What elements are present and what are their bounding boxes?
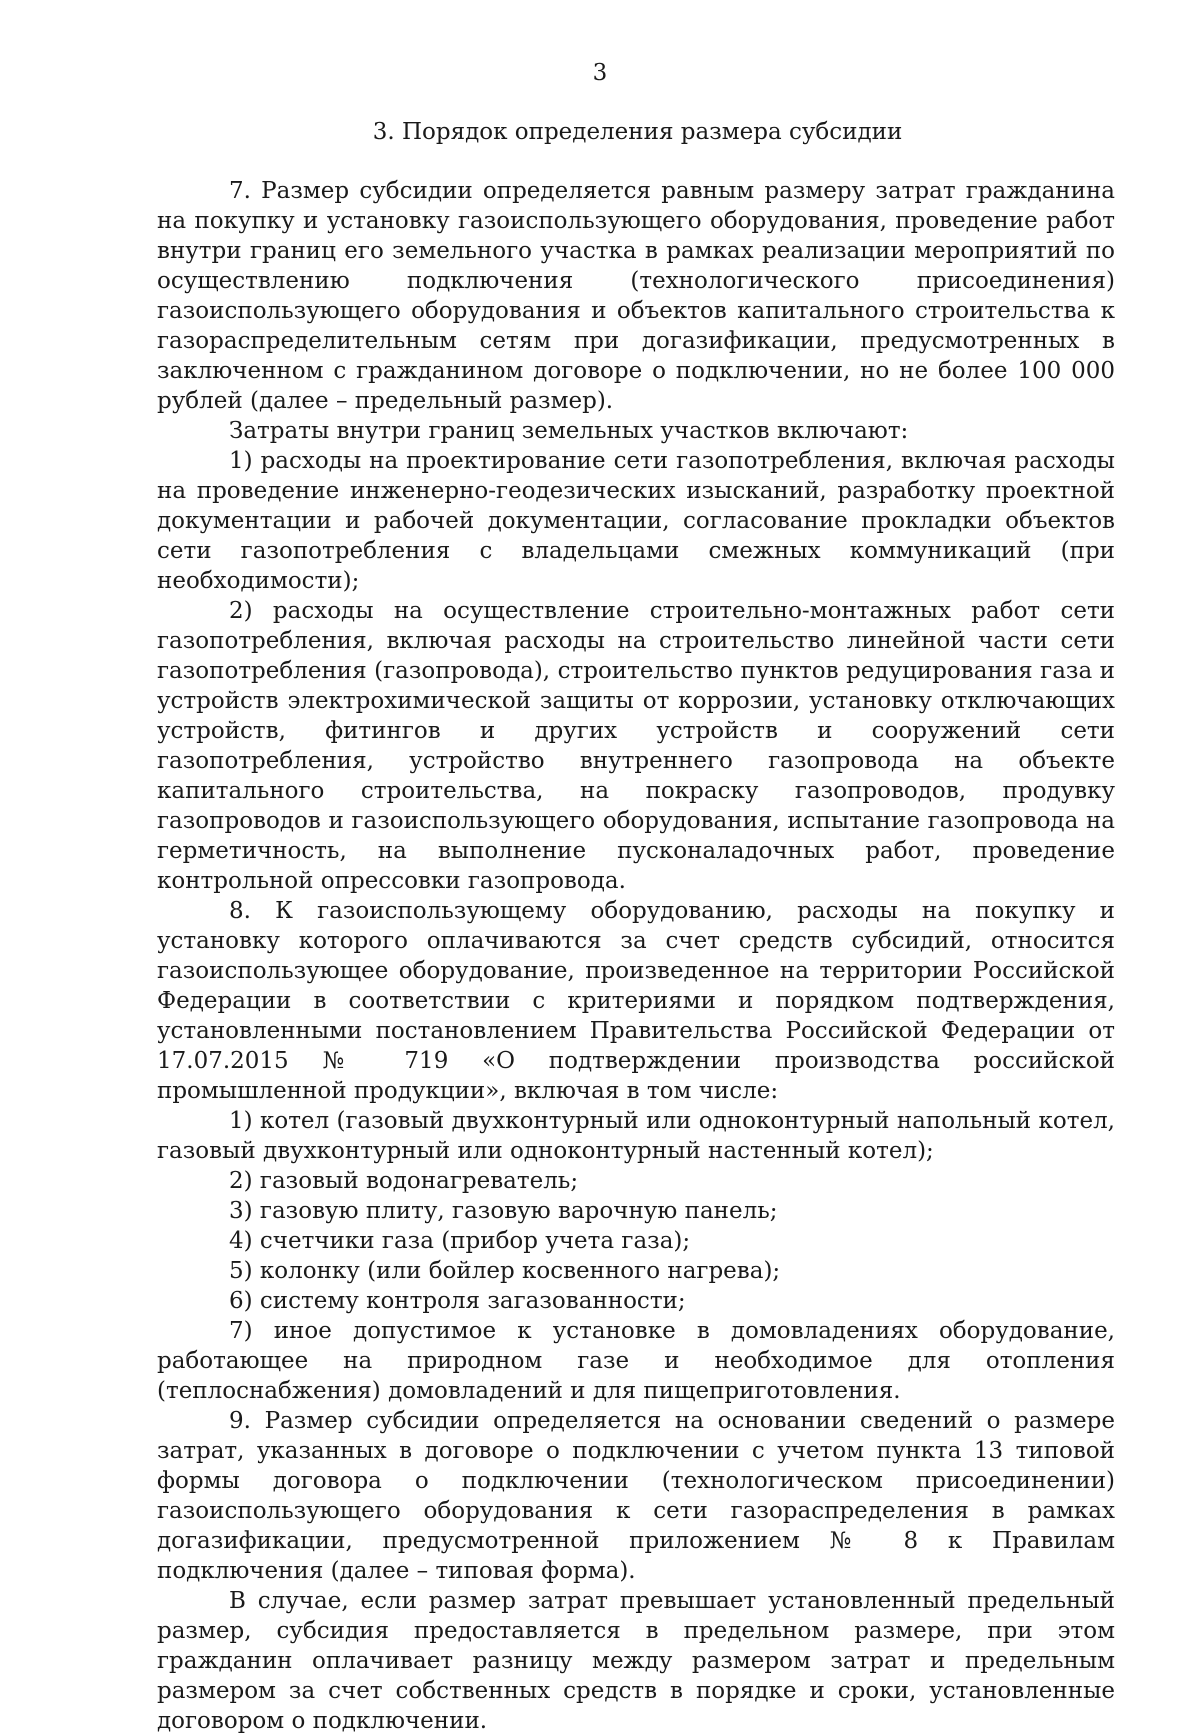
paragraph-equipment-item-1: 1) котел (газовый двухконтурный или одноконтурный напольный котел, газовый двухконтурный или одноконтурный настенный котел);	[157, 1108, 1115, 1164]
paragraph-equipment-item-4: 4) счетчики газа (прибор учета газа);	[229, 1228, 691, 1254]
section-title: 3. Порядок определения размера субсидии	[372, 119, 903, 145]
paragraph-equipment-item-7: 7) иное допустимое к установке в домовладениях оборудование, работающее на природном газе и необходимое для отопления (теплоснабжения) домовладений и для пищеприготовления.	[157, 1318, 1115, 1404]
paragraph-equipment-item-3: 3) газовую плиту, газовую варочную панель;	[229, 1198, 778, 1224]
paragraph-8: 8. К газоиспользующему оборудованию, расходы на покупку и установку которого оплачиваются за счет средств субсидий, относится газоиспользующее оборудование, произведенное на территории Российской Федерации в соответствии с критериями и порядком подтверждения, установленными постановлением Правительства Российской Федерации от 17.07.2015 № 719 «О подтверждении производства российской промышленной продукции», включая в том числе:	[157, 898, 1115, 1104]
paragraph-costs-item-1: 1) расходы на проектирование сети газопотребления, включая расходы на проведение инженерно-геодезических изысканий, разработку проектной документации и рабочей документации, согласование прокладки объектов сети газопотребления с владельцами смежных коммуникаций (при необходимости);	[157, 448, 1115, 594]
page-number: 3	[592, 60, 608, 86]
paragraph-costs-item-2: 2) расходы на осуществление строительно-монтажных работ сети газопотребления, включая расходы на строительство линейной части сети газопотребления (газопровода), строительство пунктов редуцирования газа и устройств электрохимической защиты от коррозии, установку отключающих устройств, фитингов и других устройств и сооружений сети газопотребления, устройство внутреннего газопровода на объекте капитального строительства, на покраску газопроводов, продувку газопроводов и газоиспользующего оборудования, испытание газопровода на герметичность, на выполнение пусконаладочных работ, проведение контрольной опрессовки газопровода.	[157, 598, 1115, 894]
paragraph-costs-intro: Затраты внутри границ земельных участков включают:	[229, 418, 909, 444]
paragraph-9: 9. Размер субсидии определяется на основании сведений о размере затрат, указанных в договоре о подключении с учетом пункта 13 типовой формы договора о подключении (технологическом присоединении) газоиспользующего оборудования к сети газораспределения в рамках догазификации, предусмотренной приложением № 8 к Правилам подключения (далее – типовая форма).	[157, 1408, 1115, 1584]
paragraph-excess-costs: В случае, если размер затрат превышает установленный предельный размер, субсидия предоставляется в предельном размере, при этом гражданин оплачивает разницу между размером затрат и предельным размером за счет собственных средств в порядке и сроки, установленные договором о подключении.	[157, 1588, 1115, 1734]
paragraph-7: 7. Размер субсидии определяется равным размеру затрат гражданина на покупку и установку газоиспользующего оборудования, проведение работ внутри границ его земельного участка в рамках реализации мероприятий по осуществлению подключения (технологического присоединения) газоиспользующего оборудования и объектов капитального строительства к газораспределительным сетям при догазификации, предусмотренных в заключенном с гражданином договоре о подключении, но не более 100 000 рублей (далее – предельный размер).	[157, 178, 1115, 414]
document-body	[157, 176, 1115, 1736]
paragraph-equipment-item-2: 2) газовый водонагреватель;	[229, 1168, 579, 1194]
paragraph-equipment-item-5: 5) колонку (или бойлер косвенного нагрева);	[229, 1258, 781, 1284]
paragraph-equipment-item-6: 6) систему контроля загазованности;	[229, 1288, 686, 1314]
